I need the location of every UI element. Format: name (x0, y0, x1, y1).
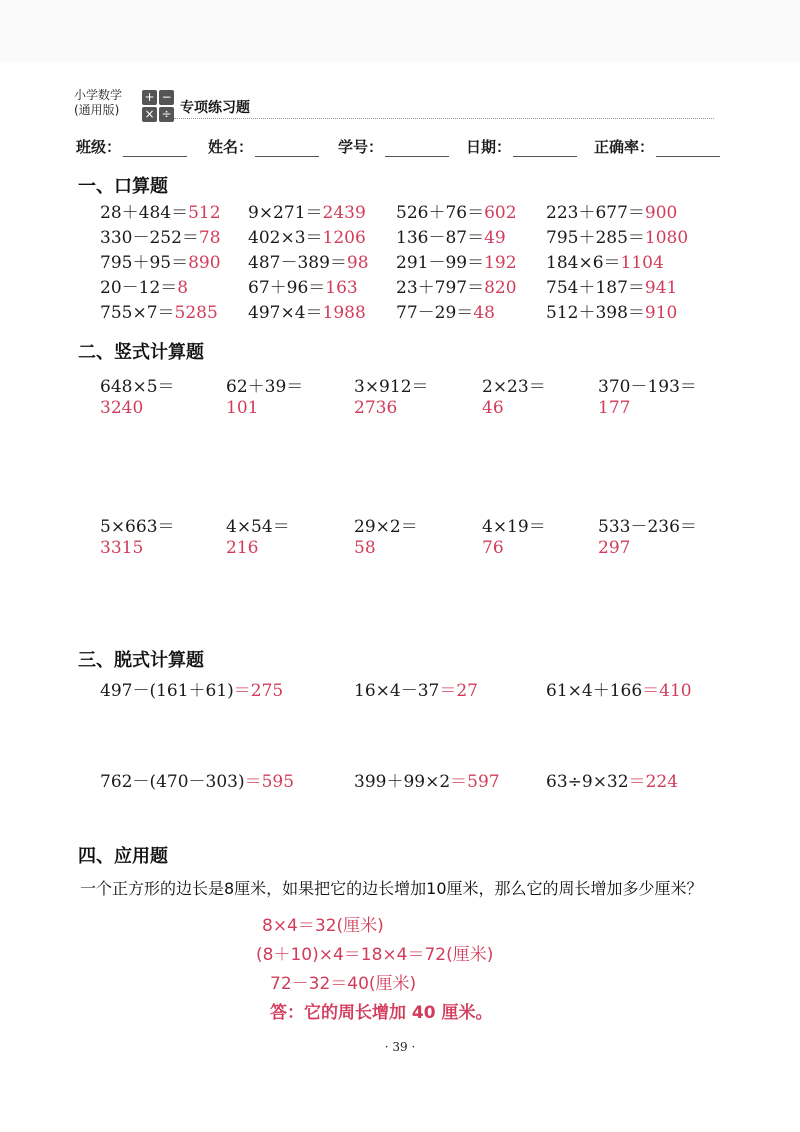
question: 526＋76＝ (396, 203, 485, 223)
operators-logo (142, 90, 174, 122)
question: 399＋99×2 (354, 772, 451, 792)
answer: 1104 (620, 253, 664, 273)
brand-line-1: 小学数学 (74, 88, 123, 102)
plus-icon: + (142, 90, 157, 105)
question: 223＋677＝ (546, 203, 645, 223)
info-student-id-blank[interactable] (385, 141, 449, 157)
oral-item (100, 248, 221, 273)
question: 184×6＝ (546, 253, 621, 273)
question: 762－(470－303) (100, 772, 245, 792)
answer: 3240 (100, 398, 144, 418)
question: 754＋187＝ (546, 278, 645, 298)
answer: ＝410 (642, 681, 692, 701)
oral-item (546, 273, 677, 298)
answer: 602 (484, 203, 517, 223)
section-1-title: 一、口算题 (78, 176, 168, 197)
series-title: 专项练习题 (180, 100, 250, 116)
question: 136－87＝ (396, 228, 485, 248)
answer: 76 (482, 538, 504, 558)
question: 5×663＝ (100, 517, 175, 537)
question: 487－389＝ (248, 253, 347, 273)
oral-item (100, 298, 218, 323)
info-class-blank[interactable] (123, 141, 187, 157)
oral-item (546, 223, 688, 248)
question: 4×19＝ (482, 517, 546, 537)
oral-item (396, 198, 517, 223)
question: 62＋39＝ (226, 377, 304, 397)
solution-answer: 答：它的周长增加 40 厘米。 (270, 1003, 493, 1023)
question: 512＋398＝ (546, 303, 645, 323)
info-accuracy-blank[interactable] (656, 141, 720, 157)
student-info-row (76, 136, 736, 160)
answer: 177 (598, 398, 631, 418)
question: 67＋96＝ (248, 278, 326, 298)
times-icon: × (142, 107, 157, 122)
answer: 48 (473, 303, 495, 323)
answer: 49 (484, 228, 506, 248)
page-number: · 39 · (384, 1040, 416, 1054)
answer: 3315 (100, 538, 144, 558)
info-student-id-label: 学号： (338, 138, 384, 156)
question: 330－252＝ (100, 228, 199, 248)
answer: ＝275 (233, 681, 284, 701)
answer: ＝595 (244, 772, 295, 792)
answer: 58 (354, 538, 376, 558)
stepwise-item (100, 676, 283, 701)
question: 20－12＝ (100, 278, 178, 298)
solution-line: 8×4＝32(厘米) (262, 916, 384, 936)
answer: 216 (226, 538, 259, 558)
question: 23＋797＝ (396, 278, 485, 298)
question: 402×3＝ (248, 228, 323, 248)
oral-item (396, 273, 517, 298)
answer: 101 (226, 398, 259, 418)
answer: 900 (644, 203, 678, 223)
oral-item (248, 223, 366, 248)
oral-item (248, 298, 366, 323)
info-accuracy-label: 正确率： (594, 138, 655, 156)
info-student-id (338, 136, 449, 157)
solution-line: 72－32＝40(厘米) (270, 974, 417, 994)
page-header (74, 88, 714, 122)
divide-icon: ÷ (159, 107, 174, 122)
oral-item (396, 298, 495, 323)
info-date-label: 日期： (466, 138, 512, 156)
question: 16×4－37 (354, 681, 440, 701)
header-divider (174, 118, 714, 119)
question: 63÷9×32 (546, 772, 629, 792)
question: 28＋484＝ (100, 203, 189, 223)
question: 795＋285＝ (546, 228, 645, 248)
answer: 192 (484, 253, 517, 273)
answer: 1988 (322, 303, 366, 323)
answer: ＝597 (450, 772, 500, 792)
stepwise-item (354, 767, 500, 792)
oral-item (248, 273, 358, 298)
info-date (466, 136, 577, 157)
solution-line: (8＋10)×4＝18×4＝72(厘米) (256, 945, 494, 965)
answer: 163 (325, 278, 358, 298)
info-accuracy (594, 136, 720, 157)
oral-item (100, 273, 188, 298)
stepwise-item (354, 676, 478, 701)
answer: 941 (644, 278, 678, 298)
answer: ＝224 (628, 772, 679, 792)
oral-item (248, 198, 366, 223)
stepwise-item (100, 767, 294, 792)
answer: 297 (598, 538, 631, 558)
stepwise-item (546, 767, 678, 792)
answer: 1206 (322, 228, 366, 248)
answer: 820 (484, 278, 517, 298)
word-problem-solution (256, 912, 493, 1028)
info-name (208, 136, 319, 157)
section-2-title: 二、竖式计算题 (78, 342, 204, 363)
info-name-blank[interactable] (255, 141, 319, 157)
question: 61×4＋166 (546, 681, 643, 701)
question: 795＋95＝ (100, 253, 189, 273)
brand-line-2: (通用版) (74, 103, 120, 117)
section-3-title: 三、脱式计算题 (78, 650, 204, 671)
answer: 5285 (174, 303, 218, 323)
question: 533－236＝ (598, 517, 697, 537)
question: 370－193＝ (598, 377, 697, 397)
question: 4×54＝ (226, 517, 290, 537)
top-band (0, 0, 800, 62)
answer: 890 (188, 253, 221, 273)
question: 77－29＝ (396, 303, 474, 323)
question: 291－99＝ (396, 253, 485, 273)
answer: 512 (188, 203, 221, 223)
info-name-label: 姓名： (208, 138, 254, 156)
oral-item (248, 248, 369, 273)
oral-item (396, 248, 517, 273)
question: 497×4＝ (248, 303, 323, 323)
section-4-title: 四、应用题 (78, 846, 168, 867)
stepwise-item (546, 676, 692, 701)
answer: 2736 (354, 398, 398, 418)
oral-item (546, 198, 677, 223)
word-problem-text: 一个正方形的边长是8厘米，如果把它的边长增加10厘米，那么它的周长增加多少厘米？ (80, 879, 703, 898)
question: 3×912＝ (354, 377, 429, 397)
oral-item (396, 223, 506, 248)
oral-item (546, 248, 664, 273)
question: 497－(161＋61) (100, 681, 234, 701)
answer: 2439 (322, 203, 366, 223)
minus-icon: − (159, 90, 174, 105)
question: 29×2＝ (354, 517, 418, 537)
oral-item (100, 223, 221, 248)
info-class-label: 班级： (76, 138, 122, 156)
answer: 8 (177, 278, 189, 298)
question: 9×271＝ (248, 203, 323, 223)
question: 755×7＝ (100, 303, 175, 323)
info-class (76, 136, 187, 157)
answer: 46 (482, 398, 504, 418)
question: 2×23＝ (482, 377, 546, 397)
answer: ＝27 (439, 681, 478, 701)
question: 648×5＝ (100, 377, 175, 397)
answer: 98 (346, 253, 369, 273)
answer: 78 (198, 228, 221, 248)
info-date-blank[interactable] (513, 141, 577, 157)
answer: 910 (644, 303, 678, 323)
oral-item (546, 298, 677, 323)
answer: 1080 (644, 228, 689, 248)
brand-label (74, 88, 122, 118)
oral-item (100, 198, 221, 223)
